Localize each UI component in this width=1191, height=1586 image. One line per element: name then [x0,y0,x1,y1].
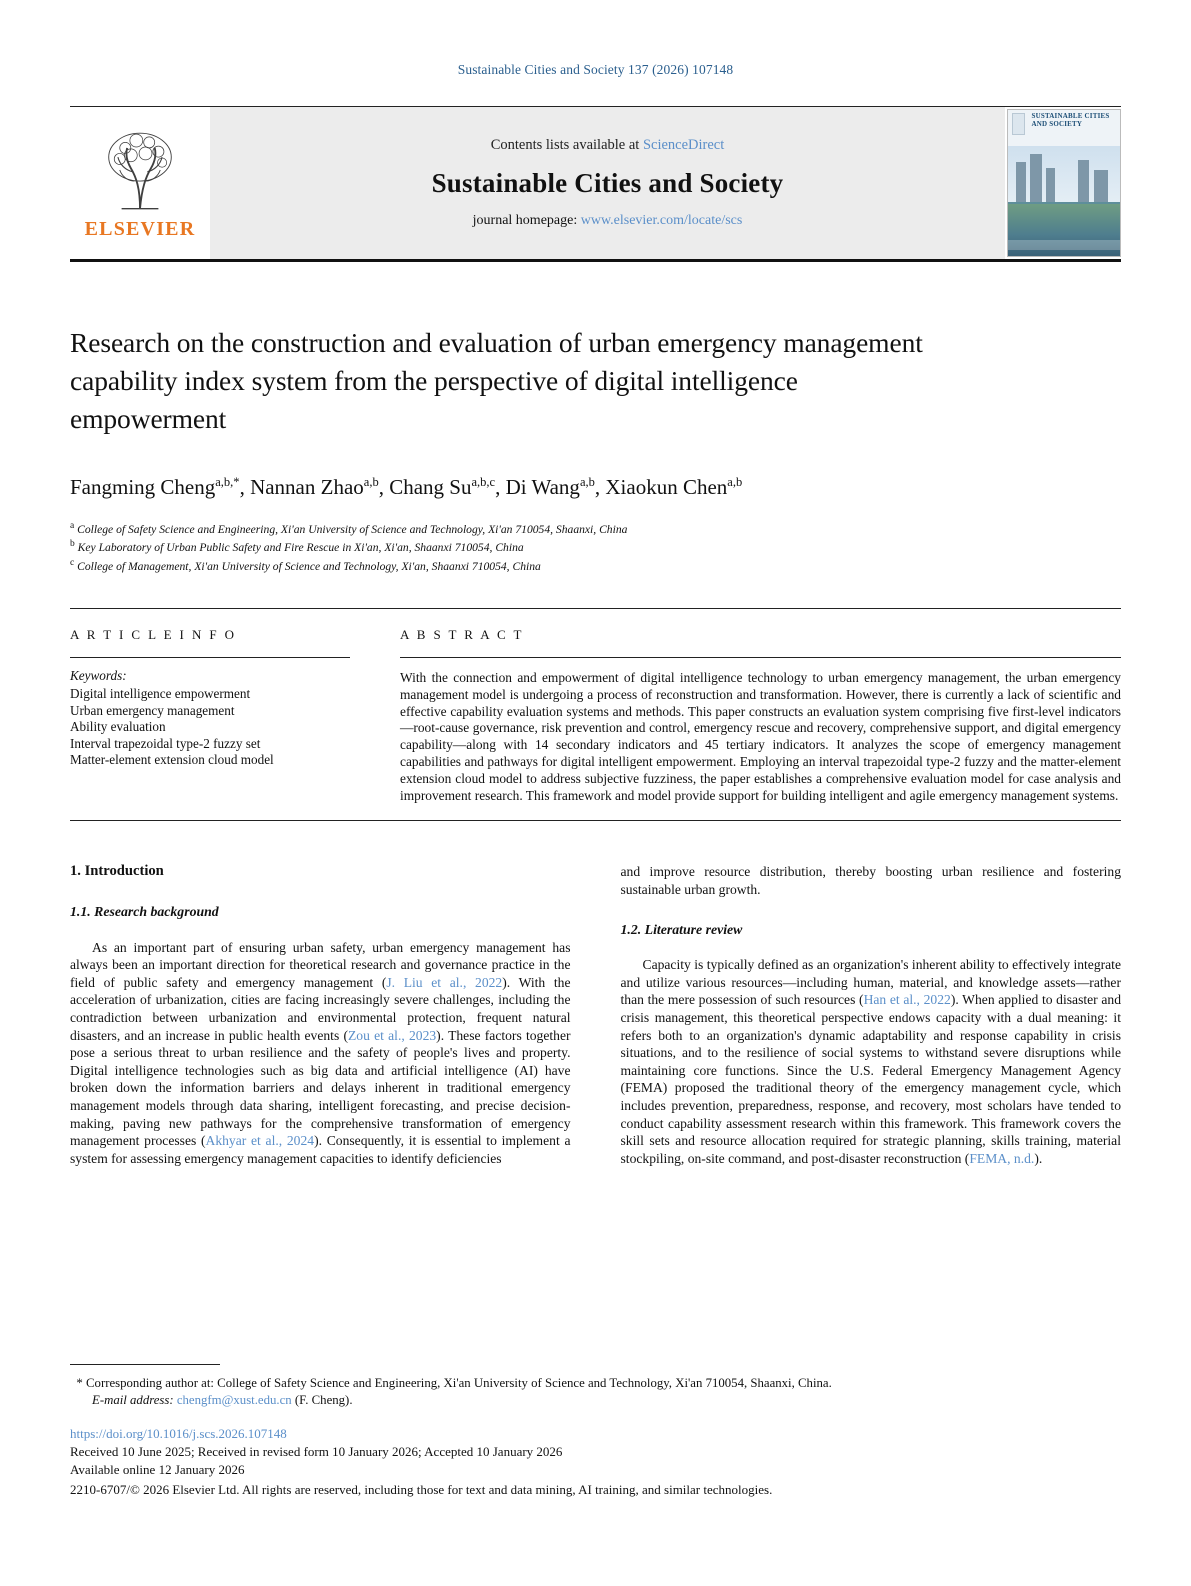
citation-link[interactable]: FEMA, n.d. [969,1150,1035,1166]
author-affil-mark: a,b [363,475,379,489]
cover-building [1046,168,1055,202]
affiliation-text: College of Management, Xi'an University of Science and Technology, Xi'an, Shaanxi 710054, China [77,559,541,573]
author [605,475,742,499]
paragraph: and improve resource distribution, thereby boosting urban resilience and fostering sustainable urban growth. [620,864,1121,898]
history-line: Received 10 June 2025; Received in revised form 10 January 2026; Accepted 10 January 2026 [70,1443,563,1459]
citation-link[interactable]: Zou et al., 2023 [348,1027,437,1043]
email-note [70,1392,1121,1409]
keywords-label: Keywords: [70,668,127,684]
article-info-column [70,627,350,804]
article-info-rule [70,657,350,658]
affiliation-item [70,519,1121,537]
cover-building [1016,162,1026,202]
body-column-left [70,863,571,1177]
journal-title: Sustainable Cities and Society [431,168,784,198]
citation-link[interactable]: Akhyar et al., 2024 [205,1133,315,1149]
email-suffix: (F. Cheng). [294,1393,353,1407]
author-name: Chang Su [389,475,472,499]
abstract-heading: A B S T R A C T [400,627,524,643]
author-affil-mark: a,b,* [215,475,240,489]
abstract-text: With the connection and empowerment of digital intelligence technology to urban emergency management, the urban emergency management model is undergoing a process of reconstruction and transformation. However, there is currently a lack of scientific and effective capability evaluation systems and methods. This paper constructs an evaluation system comprising five first-level indicators—root-cause governance, risk prevention and control, emergency rescue and recovery, comprehensive support, and digital emergency capability—along with 14 secondary indicators and 45 tertiary indicators. It analyzes the scope of emergency management capabilities and pathways for digital intelligent empowerment. Employing an interval trapezoidal type-2 fuzzy and the matter-element extension cloud model to address subjective fuzziness, the paper establishes a comprehensive evaluation model for case analysis and improvement research. This framework and model provide support for building intelligent and agile emergency management systems. [400,670,1121,803]
cover-strip [1008,240,1120,250]
homepage-prefix: journal homepage: [472,213,581,228]
paragraph [70,939,571,1168]
paragraph-text: Capacity is typically defined as an organization's inherent ability to effectively integrate and utilize various resources—including human, material, and knowledge assets—rather than the mere possession of such resources ( [620,957,1121,1008]
cover-header-band [1008,110,1120,147]
author [250,475,379,499]
affiliation-text: Key Laboratory of Urban Public Safety and Fire Rescue in Xi'an, Xi'an, Shaanxi 710054, China [77,541,524,555]
cover-building [1030,154,1042,202]
author [389,475,495,499]
email-link[interactable]: chengfm@xust.edu.cn [176,1393,292,1407]
keyword-item: Ability evaluation [70,719,166,735]
subsection-heading-literature-review: 1.2. Literature review [620,921,743,937]
author-name: Xiaokun Chen [605,475,728,499]
author-affil-mark: a,b [579,475,595,489]
journal-cover-image [1007,109,1121,257]
citation-link[interactable]: J. Liu et al., 2022 [386,974,503,990]
info-abstract-bottom-rule [70,820,1121,821]
corresponding-text: Corresponding author at: College of Safety Science and Engineering, Xi'an University of Science and Technology, Xi'an 710054, Shaanxi, China. [86,1376,832,1390]
paragraph-text: ). Consequently, it is essential to implement a system for assessing emergency management capacities to identify deficiencies [70,1133,571,1166]
masthead-right [1005,107,1121,259]
keyword-item: Interval trapezoidal type-2 fuzzy set [70,735,261,751]
cover-building [1094,170,1108,202]
abstract-column [400,627,1121,804]
author-name: Fangming Cheng [70,475,216,499]
body-column-right [621,863,1122,1177]
abstract-rule [400,657,1121,658]
corresponding-author-note [70,1375,1121,1392]
contents-line [491,137,725,154]
page-footer [70,1364,1121,1498]
author-affil-mark: a,b,c [471,475,496,489]
paragraph-text: ). When applied to disaster and crisis management, this theoretical perspective endows capacity with a dual meaning: it refers both to an organization's dynamic adaptability and response capability in crisis situations, and to the resilience of social systems to withstand severe disruptions while maintaining core functions. Since the U.S. Federal Emergency Management Agency (FEMA) proposed the traditional theory of the emergency management cycle, which includes prevention, preparedness, response, and recovery, most scholars have tended to conduct capability assessment research within this framework. This framework covers the skill sets and resource allocation required for strategic planning, skills training, material stockpiling, on-site command, and post-disaster reconstruction ( [620,992,1121,1166]
author-name: Di Wang [505,475,580,499]
running-head: Sustainable Cities and Society 137 (2026) 107148 [457,62,734,77]
affiliation-item [70,537,1121,555]
masthead-center [210,107,1005,259]
paragraph [621,956,1122,1167]
elsevier-wordmark: ELSEVIER [84,217,196,240]
footnote-rule [70,1364,220,1365]
paragraph-text: As an important part of ensuring urban safety, urban emergency management has always been an important direction for theoretical research and governance practice in the field of public safety and emergency management ( [70,939,571,990]
available-online-line: Available online 12 January 2026 [70,1461,245,1477]
keyword-item: Urban emergency management [70,702,235,718]
article-info-heading: A R T I C L E I N F O [70,627,237,643]
author [506,475,595,499]
masthead-bottom-rule [70,259,1121,262]
keyword-item: Digital intelligence empowerment [70,686,251,702]
author [70,475,240,499]
contents-prefix: Contents lists available at [490,137,643,153]
email-label: E-mail address: [92,1393,174,1407]
affiliation-text: College of Safety Science and Engineering, Xi'an University of Science and Technology, Xi'an 710054, Shaanxi, China [77,522,628,536]
cover-thumb [1012,113,1025,135]
author-name: Nannan Zhao [250,475,364,499]
citation-link[interactable]: Han et al., 2022 [863,992,951,1008]
paragraph-text: ). With the acceleration of urbanization, cities are facing increasingly severe challenges, including the contradiction between urbanization and environmental protection, frequent natural disasters, and an increase in public health events ( [70,974,571,1043]
author-list: Fangming Cheng$^{a,b,*}$, Nannan Zhao$^{a,b}$, Chang Su$^{a,b,c}$, Di Wang$^{a,b}$, Xiaokun Chen$^{a,b}$ [70,475,743,499]
elsevier-logo [70,107,210,259]
doi-line [70,1425,1121,1443]
journal-masthead [70,106,1121,259]
affiliation-item [70,556,1121,574]
cover-title: SUSTAINABLE CITIES AND SOCIETY [1031,112,1110,128]
paragraph-text: ). These factors together pose a serious threat to urban resilience and the safety of people's lives and property. Digital intelligence technologies such as big data and artificial intelligence (AI) have broken down the information barriers and delays inherent in traditional emergency management models through data sharing, intelligent forecasting, and precise decision-making, paving new pathways for the comprehensive transformation of emergency management processes ( [70,1027,571,1149]
affiliation-list [70,519,1121,574]
sciencedirect-link[interactable]: ScienceDirect [642,137,725,153]
copyright-line: 2210-6707/© 2026 Elsevier Ltd. All rights are reserved, including those for text and data mining, AI training, and similar technologies. [70,1481,773,1497]
author-affil-mark: a,b [727,475,743,489]
affiliation-mark: a [70,521,75,531]
page-title: Research on the construction and evaluation of urban emergency management capability index system from the perspective of digital intelligence empowerment [70,327,923,434]
subsection-heading-research-background: 1.1. Research background [70,904,219,920]
homepage-line [473,213,743,229]
info-abstract-block [70,608,1121,804]
journal-homepage-link[interactable]: www.elsevier.com/locate/scs [580,213,743,228]
section-heading-introduction: 1. Introduction [70,863,164,880]
body-columns [70,863,1121,1177]
doi-link[interactable]: https://doi.org/10.1016/j.scs.2026.107148 [70,1426,287,1441]
keyword-item: Matter-element extension cloud model [70,752,274,768]
affiliation-mark: c [70,557,75,568]
corresponding-mark: * [76,1376,83,1390]
cover-building [1078,160,1089,202]
affiliation-mark: b [70,539,75,550]
elsevier-tree-icon [94,124,186,216]
paragraph-text: ). [1034,1150,1043,1166]
